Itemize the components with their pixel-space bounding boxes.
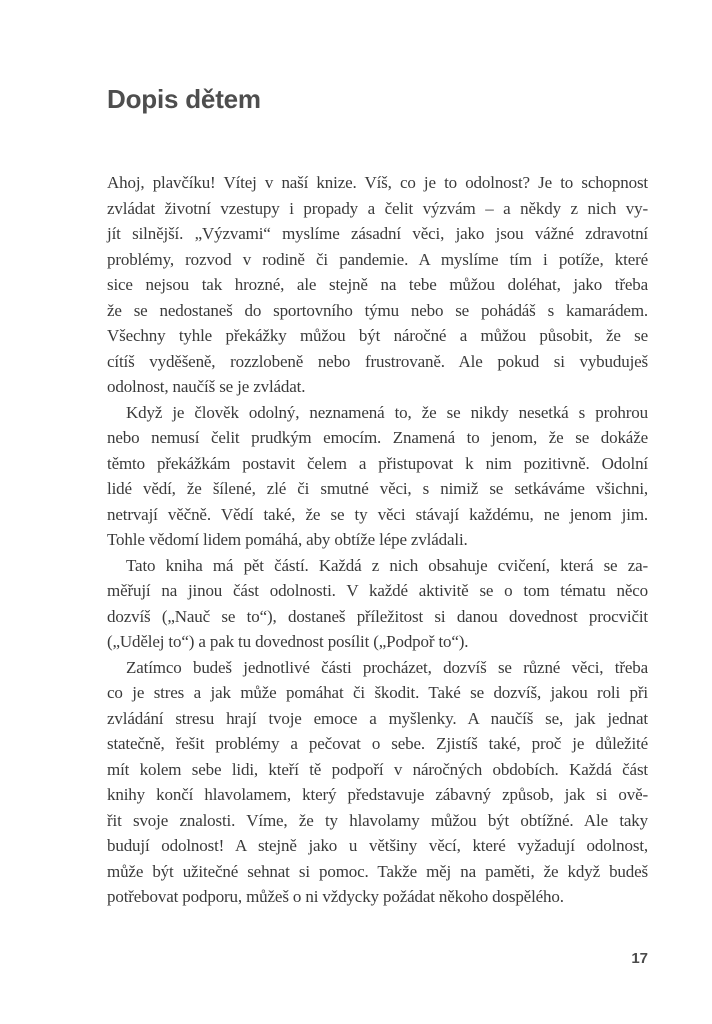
text-line: netrvají věčně. Vědí také, že se ty věci stávají každému, ne jenom jim. [107,504,648,524]
text-line: dozvíš („Nauč se to“), dostaneš příležitost si danou dovednost procvičit [107,606,648,626]
text-line: knihy končí hlavolamem, který představuje zábavný způsob, jak si ově- [107,785,648,804]
text-line: nebo nemusí čelit prudkým emocím. Znamená to jenom, že se dokáže [107,428,648,447]
text-line: sice nejsou tak hrozné, ale stejně na tebe můžou doléhat, jako třeba [107,275,648,294]
text-line: Když je člověk odolný, neznamená to, že se nikdy nesetká s prohrou [126,402,648,422]
paragraph [107,170,648,400]
text-line: zvládat životní vzestupy i propady a čelit výzvám – a někdy z nich vy- [107,198,648,218]
text-line: lidé vědí, že šílené, zlé či smutné věci, s nimiž se setkáváme všichni, [107,479,648,498]
text-line: co je stres a jak může pomáhat či škodit. Také se dozvíš, jakou roli při [107,683,648,702]
text-line: měřují na jinou část odolnosti. V každé aktivitě se o tom tématu něco [107,581,648,600]
paragraph [107,655,648,910]
text-line: Tato kniha má pět částí. Každá z nich obsahuje cvičení, která se za- [126,555,648,575]
text-line: budují odolnost! A stejně jako u většiny věcí, které vyžadují odolnost, [107,836,648,855]
text-line: Zatímco budeš jednotlivé části procházet, dozvíš se různé věci, třeba [126,657,648,677]
text-line: těmto překážkám postavit čelem a přistupovat k nim pozitivně. Odolní [107,453,648,473]
text-line: Všechny tyhle překážky můžou být náročné a můžou působit, že se [107,326,648,345]
text-line: cítíš vyděšeně, rozzlobeně nebo frustrovaně. Ale pokud si vybuduješ [107,351,648,371]
text-line: problémy, rozvod v rodině či pandemie. A myslíme tím i potíže, které [107,249,648,269]
text-line: odolnost, naučíš se je zvládat. [107,377,306,396]
text-line: potřebovat podporu, můžeš o ni vždycky požádat někoho dospělého. [107,887,564,906]
text-line: mít kolem sebe lidi, kteří tě podpoří v náročných obdobích. Každá část [107,759,648,779]
text-line: Tohle vědomí lidem pomáhá, aby obtíže lépe zvládali. [107,530,468,549]
text-line: jít silnější. „Výzvami“ myslíme zásadní věci, jako jsou vážné zdravotní [107,224,648,243]
text-line: statečně, řešit problémy a pečovat o sebe. Zjistíš také, proč je důležité [107,734,648,753]
text-line: Ahoj, plavčíku! Vítej v naší knize. Víš, co je to odolnost? Je to schopnost [107,173,648,192]
chapter-title: Dopis dětem [107,84,261,114]
text-line: zvládání stresu hrají tvoje emoce a myšlenky. A naučíš se, jak jednat [107,708,648,728]
text-line: může být užitečné sehnat si pomoc. Takže měj na paměti, že když budeš [107,861,648,881]
text-line: („Udělej to“) a pak tu dovednost posílit („Podpoř to“). [107,632,469,651]
text-line: že se nedostaneš do sportovního týmu nebo se pohádáš s kamarádem. [107,300,648,320]
paragraph [107,400,648,553]
page-number: 17 [631,950,648,967]
body-text [107,170,648,910]
paragraph [107,553,648,655]
text-line: řit svoje znalosti. Víme, že ty hlavolamy můžou být obtížné. Ale taky [107,810,648,830]
